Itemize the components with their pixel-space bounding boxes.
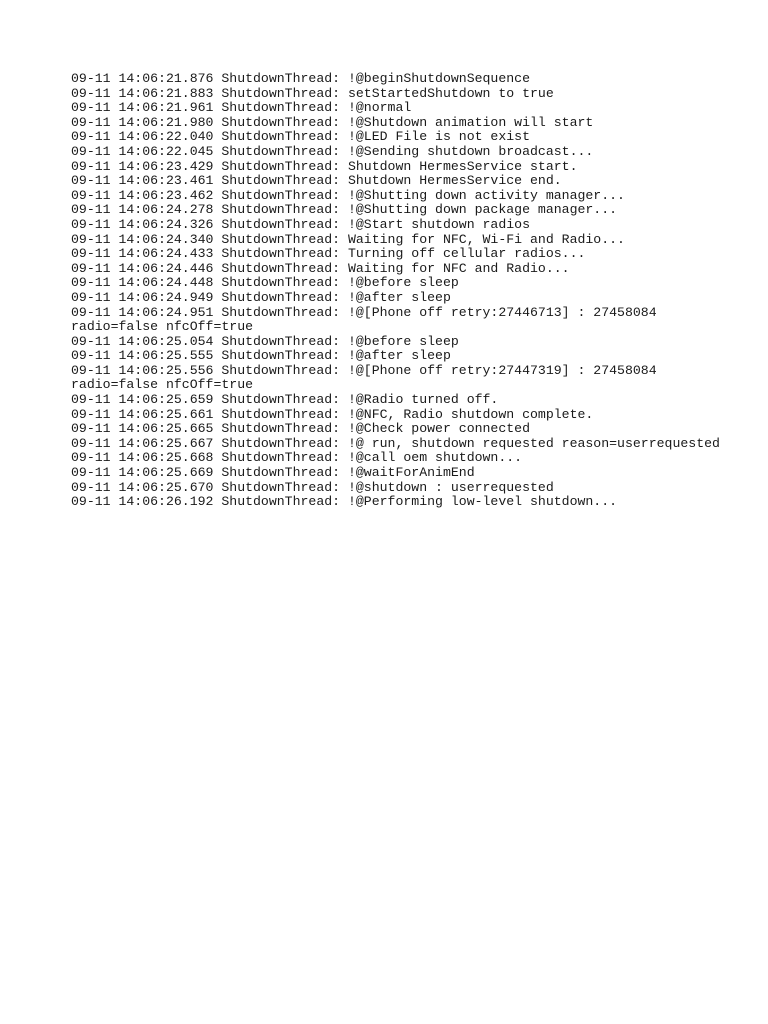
log-line-continuation: radio=false nfcOff=true <box>71 319 254 335</box>
log-line: 09-11 14:06:24.448 ShutdownThread: !@before sleep <box>71 275 459 291</box>
log-line: 09-11 14:06:21.961 ShutdownThread: !@normal <box>71 100 412 116</box>
log-line-continuation: radio=false nfcOff=true <box>71 377 254 393</box>
log-line: 09-11 14:06:24.278 ShutdownThread: !@Shutting down package manager... <box>71 202 618 218</box>
log-line: 09-11 14:06:25.670 ShutdownThread: !@shutdown : userrequested <box>71 479 554 495</box>
log-line: 09-11 14:06:24.433 ShutdownThread: Turning off cellular radios... <box>71 246 586 262</box>
log-line: 09-11 14:06:21.883 ShutdownThread: setStartedShutdown to true <box>71 85 554 101</box>
log-view <box>71 72 751 510</box>
log-line: 09-11 14:06:22.045 ShutdownThread: !@Sending shutdown broadcast... <box>71 143 594 159</box>
log-line: 09-11 14:06:24.326 ShutdownThread: !@Start shutdown radios <box>71 216 530 232</box>
log-line: 09-11 14:06:25.054 ShutdownThread: !@before sleep <box>71 333 459 349</box>
log-line: 09-11 14:06:23.429 ShutdownThread: Shutdown HermesService start. <box>71 158 578 174</box>
log-line: 09-11 14:06:24.340 ShutdownThread: Waiting for NFC, Wi-Fi and Radio... <box>71 231 625 247</box>
log-line: 09-11 14:06:25.668 ShutdownThread: !@call oem shutdown... <box>71 450 523 466</box>
log-line: 09-11 14:06:25.556 ShutdownThread: !@[Phone off retry:27447319] : 27458084 <box>71 362 657 378</box>
log-line: 09-11 14:06:24.951 ShutdownThread: !@[Phone off retry:27446713] : 27458084 <box>71 304 657 320</box>
log-line: 09-11 14:06:24.949 ShutdownThread: !@after sleep <box>71 289 451 305</box>
log-line: 09-11 14:06:21.980 ShutdownThread: !@Shutdown animation will start <box>71 114 594 130</box>
log-line: 09-11 14:06:25.667 ShutdownThread: !@ run, shutdown requested reason=userrequested <box>71 435 720 451</box>
log-line: 09-11 14:06:23.461 ShutdownThread: Shutdown HermesService end. <box>71 173 562 189</box>
log-line: 09-11 14:06:21.876 ShutdownThread: !@beginShutdownSequence <box>71 71 530 86</box>
log-line: 09-11 14:06:24.446 ShutdownThread: Waiting for NFC and Radio... <box>71 260 570 276</box>
log-line: 09-11 14:06:25.665 ShutdownThread: !@Check power connected <box>71 421 530 437</box>
log-line: 09-11 14:06:25.555 ShutdownThread: !@after sleep <box>71 348 451 364</box>
log-line: 09-11 14:06:25.659 ShutdownThread: !@Radio turned off. <box>71 392 499 408</box>
log-line: 09-11 14:06:25.669 ShutdownThread: !@waitForAnimEnd <box>71 465 475 481</box>
log-line: 09-11 14:06:23.462 ShutdownThread: !@Shutting down activity manager... <box>71 187 625 203</box>
log-line: 09-11 14:06:26.192 ShutdownThread: !@Performing low-level shutdown... <box>71 494 618 510</box>
log-line: 09-11 14:06:25.661 ShutdownThread: !@NFC, Radio shutdown complete. <box>71 406 594 422</box>
log-line: 09-11 14:06:22.040 ShutdownThread: !@LED File is not exist <box>71 129 530 145</box>
